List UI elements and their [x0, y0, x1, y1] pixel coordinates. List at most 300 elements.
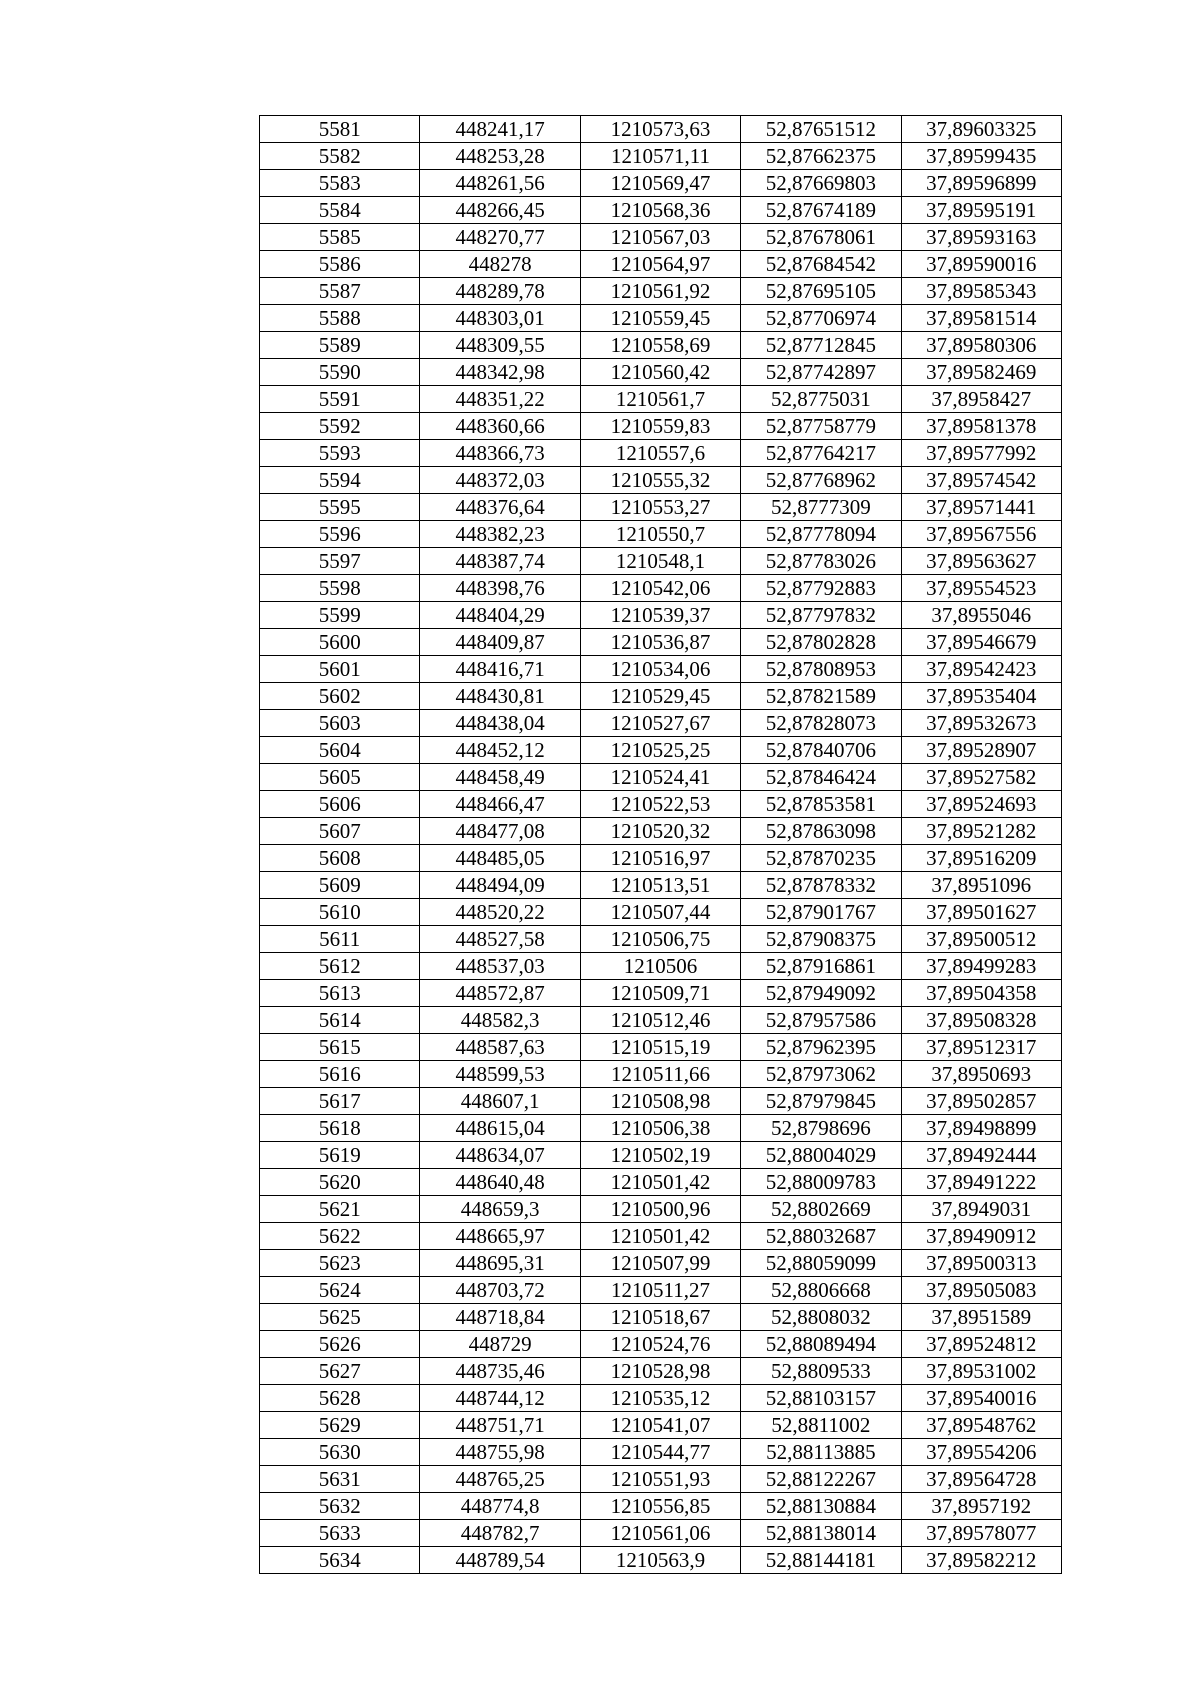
x-coordinate-cell: 448409,87	[420, 629, 580, 656]
point-number-cell: 5590	[260, 359, 420, 386]
x-coordinate-cell: 448774,8	[420, 1493, 580, 1520]
point-number-cell: 5604	[260, 737, 420, 764]
latitude-cell: 52,87802828	[741, 629, 901, 656]
longitude-cell: 37,89563627	[901, 548, 1061, 575]
latitude-cell: 52,87764217	[741, 440, 901, 467]
y-coordinate-cell: 1210557,6	[580, 440, 740, 467]
latitude-cell: 52,87712845	[741, 332, 901, 359]
table-row	[260, 899, 1062, 926]
y-coordinate-cell: 1210561,7	[580, 386, 740, 413]
table-row	[260, 1088, 1062, 1115]
x-coordinate-cell: 448582,3	[420, 1007, 580, 1034]
table-row	[260, 953, 1062, 980]
x-coordinate-cell: 448466,47	[420, 791, 580, 818]
x-coordinate-cell: 448309,55	[420, 332, 580, 359]
table-row	[260, 224, 1062, 251]
longitude-cell: 37,89504358	[901, 980, 1061, 1007]
point-number-cell: 5627	[260, 1358, 420, 1385]
x-coordinate-cell: 448755,98	[420, 1439, 580, 1466]
longitude-cell: 37,89492444	[901, 1142, 1061, 1169]
longitude-cell: 37,89564728	[901, 1466, 1061, 1493]
y-coordinate-cell: 1210550,7	[580, 521, 740, 548]
longitude-cell: 37,89516209	[901, 845, 1061, 872]
point-number-cell: 5616	[260, 1061, 420, 1088]
y-coordinate-cell: 1210573,63	[580, 116, 740, 143]
latitude-cell: 52,87979845	[741, 1088, 901, 1115]
longitude-cell: 37,89571441	[901, 494, 1061, 521]
y-coordinate-cell: 1210560,42	[580, 359, 740, 386]
y-coordinate-cell: 1210558,69	[580, 332, 740, 359]
longitude-cell: 37,89501627	[901, 899, 1061, 926]
latitude-cell: 52,87651512	[741, 116, 901, 143]
latitude-cell: 52,88004029	[741, 1142, 901, 1169]
longitude-cell: 37,89581514	[901, 305, 1061, 332]
point-number-cell: 5601	[260, 656, 420, 683]
y-coordinate-cell: 1210501,42	[580, 1223, 740, 1250]
x-coordinate-cell: 448477,08	[420, 818, 580, 845]
point-number-cell: 5603	[260, 710, 420, 737]
x-coordinate-cell: 448527,58	[420, 926, 580, 953]
longitude-cell: 37,89540016	[901, 1385, 1061, 1412]
y-coordinate-cell: 1210544,77	[580, 1439, 740, 1466]
latitude-cell: 52,87853581	[741, 791, 901, 818]
point-number-cell: 5591	[260, 386, 420, 413]
y-coordinate-cell: 1210567,03	[580, 224, 740, 251]
point-number-cell: 5606	[260, 791, 420, 818]
table-row	[260, 1520, 1062, 1547]
x-coordinate-cell: 448270,77	[420, 224, 580, 251]
y-coordinate-cell: 1210559,83	[580, 413, 740, 440]
longitude-cell: 37,89574542	[901, 467, 1061, 494]
x-coordinate-cell: 448351,22	[420, 386, 580, 413]
table-row	[260, 1007, 1062, 1034]
x-coordinate-cell: 448765,25	[420, 1466, 580, 1493]
coordinates-table	[259, 115, 1062, 1574]
y-coordinate-cell: 1210542,06	[580, 575, 740, 602]
table-row	[260, 1466, 1062, 1493]
longitude-cell: 37,89500313	[901, 1250, 1061, 1277]
point-number-cell: 5622	[260, 1223, 420, 1250]
latitude-cell: 52,87808953	[741, 656, 901, 683]
point-number-cell: 5618	[260, 1115, 420, 1142]
longitude-cell: 37,89521282	[901, 818, 1061, 845]
point-number-cell: 5632	[260, 1493, 420, 1520]
latitude-cell: 52,88059099	[741, 1250, 901, 1277]
x-coordinate-cell: 448587,63	[420, 1034, 580, 1061]
point-number-cell: 5586	[260, 251, 420, 278]
table-row	[260, 737, 1062, 764]
y-coordinate-cell: 1210506,75	[580, 926, 740, 953]
longitude-cell: 37,89554523	[901, 575, 1061, 602]
table-body	[260, 116, 1062, 1574]
table-row	[260, 1142, 1062, 1169]
x-coordinate-cell: 448659,3	[420, 1196, 580, 1223]
point-number-cell: 5611	[260, 926, 420, 953]
table-row	[260, 1547, 1062, 1574]
x-coordinate-cell: 448303,01	[420, 305, 580, 332]
y-coordinate-cell: 1210508,98	[580, 1088, 740, 1115]
table-row	[260, 278, 1062, 305]
y-coordinate-cell: 1210501,42	[580, 1169, 740, 1196]
point-number-cell: 5615	[260, 1034, 420, 1061]
latitude-cell: 52,87778094	[741, 521, 901, 548]
latitude-cell: 52,87742897	[741, 359, 901, 386]
latitude-cell: 52,87792883	[741, 575, 901, 602]
x-coordinate-cell: 448782,7	[420, 1520, 580, 1547]
point-number-cell: 5598	[260, 575, 420, 602]
latitude-cell: 52,88130884	[741, 1493, 901, 1520]
table-row	[260, 656, 1062, 683]
x-coordinate-cell: 448253,28	[420, 143, 580, 170]
x-coordinate-cell: 448404,29	[420, 602, 580, 629]
x-coordinate-cell: 448360,66	[420, 413, 580, 440]
x-coordinate-cell: 448452,12	[420, 737, 580, 764]
point-number-cell: 5599	[260, 602, 420, 629]
x-coordinate-cell: 448382,23	[420, 521, 580, 548]
longitude-cell: 37,8958427	[901, 386, 1061, 413]
latitude-cell: 52,87783026	[741, 548, 901, 575]
y-coordinate-cell: 1210524,41	[580, 764, 740, 791]
table-row	[260, 521, 1062, 548]
y-coordinate-cell: 1210539,37	[580, 602, 740, 629]
latitude-cell: 52,87828073	[741, 710, 901, 737]
table-row	[260, 710, 1062, 737]
x-coordinate-cell: 448735,46	[420, 1358, 580, 1385]
latitude-cell: 52,87678061	[741, 224, 901, 251]
point-number-cell: 5624	[260, 1277, 420, 1304]
y-coordinate-cell: 1210555,32	[580, 467, 740, 494]
y-coordinate-cell: 1210525,25	[580, 737, 740, 764]
latitude-cell: 52,87684542	[741, 251, 901, 278]
x-coordinate-cell: 448387,74	[420, 548, 580, 575]
table-row	[260, 143, 1062, 170]
latitude-cell: 52,87863098	[741, 818, 901, 845]
longitude-cell: 37,89595191	[901, 197, 1061, 224]
table-row	[260, 197, 1062, 224]
latitude-cell: 52,87674189	[741, 197, 901, 224]
longitude-cell: 37,89585343	[901, 278, 1061, 305]
point-number-cell: 5631	[260, 1466, 420, 1493]
latitude-cell: 52,8811002	[741, 1412, 901, 1439]
y-coordinate-cell: 1210556,85	[580, 1493, 740, 1520]
x-coordinate-cell: 448634,07	[420, 1142, 580, 1169]
longitude-cell: 37,89524812	[901, 1331, 1061, 1358]
y-coordinate-cell: 1210561,06	[580, 1520, 740, 1547]
longitude-cell: 37,89499283	[901, 953, 1061, 980]
latitude-cell: 52,88144181	[741, 1547, 901, 1574]
x-coordinate-cell: 448695,31	[420, 1250, 580, 1277]
latitude-cell: 52,87846424	[741, 764, 901, 791]
point-number-cell: 5634	[260, 1547, 420, 1574]
y-coordinate-cell: 1210527,67	[580, 710, 740, 737]
longitude-cell: 37,89603325	[901, 116, 1061, 143]
latitude-cell: 52,87840706	[741, 737, 901, 764]
table-row	[260, 602, 1062, 629]
x-coordinate-cell: 448751,71	[420, 1412, 580, 1439]
longitude-cell: 37,89596899	[901, 170, 1061, 197]
latitude-cell: 52,87962395	[741, 1034, 901, 1061]
table-row	[260, 926, 1062, 953]
table-row	[260, 386, 1062, 413]
point-number-cell: 5609	[260, 872, 420, 899]
longitude-cell: 37,8950693	[901, 1061, 1061, 1088]
x-coordinate-cell: 448572,87	[420, 980, 580, 1007]
table-row	[260, 1412, 1062, 1439]
x-coordinate-cell: 448537,03	[420, 953, 580, 980]
latitude-cell: 52,87662375	[741, 143, 901, 170]
table-row	[260, 1493, 1062, 1520]
point-number-cell: 5626	[260, 1331, 420, 1358]
y-coordinate-cell: 1210502,19	[580, 1142, 740, 1169]
y-coordinate-cell: 1210548,1	[580, 548, 740, 575]
x-coordinate-cell: 448289,78	[420, 278, 580, 305]
table-row	[260, 359, 1062, 386]
longitude-cell: 37,89528907	[901, 737, 1061, 764]
point-number-cell: 5620	[260, 1169, 420, 1196]
x-coordinate-cell: 448278	[420, 251, 580, 278]
longitude-cell: 37,89542423	[901, 656, 1061, 683]
table-row	[260, 1331, 1062, 1358]
point-number-cell: 5613	[260, 980, 420, 1007]
point-number-cell: 5595	[260, 494, 420, 521]
point-number-cell: 5623	[260, 1250, 420, 1277]
y-coordinate-cell: 1210520,32	[580, 818, 740, 845]
latitude-cell: 52,8806668	[741, 1277, 901, 1304]
y-coordinate-cell: 1210563,9	[580, 1547, 740, 1574]
latitude-cell: 52,87870235	[741, 845, 901, 872]
longitude-cell: 37,89505083	[901, 1277, 1061, 1304]
table-row	[260, 683, 1062, 710]
point-number-cell: 5584	[260, 197, 420, 224]
y-coordinate-cell: 1210551,93	[580, 1466, 740, 1493]
latitude-cell: 52,87821589	[741, 683, 901, 710]
y-coordinate-cell: 1210500,96	[580, 1196, 740, 1223]
table-row	[260, 305, 1062, 332]
latitude-cell: 52,87768962	[741, 467, 901, 494]
y-coordinate-cell: 1210535,12	[580, 1385, 740, 1412]
y-coordinate-cell: 1210528,98	[580, 1358, 740, 1385]
x-coordinate-cell: 448366,73	[420, 440, 580, 467]
y-coordinate-cell: 1210522,53	[580, 791, 740, 818]
longitude-cell: 37,89500512	[901, 926, 1061, 953]
latitude-cell: 52,87908375	[741, 926, 901, 953]
table-row	[260, 116, 1062, 143]
y-coordinate-cell: 1210568,36	[580, 197, 740, 224]
longitude-cell: 37,89581378	[901, 413, 1061, 440]
longitude-cell: 37,89502857	[901, 1088, 1061, 1115]
latitude-cell: 52,87706974	[741, 305, 901, 332]
table-row	[260, 1277, 1062, 1304]
longitude-cell: 37,89532673	[901, 710, 1061, 737]
point-number-cell: 5592	[260, 413, 420, 440]
y-coordinate-cell: 1210536,87	[580, 629, 740, 656]
x-coordinate-cell: 448342,98	[420, 359, 580, 386]
latitude-cell: 52,88089494	[741, 1331, 901, 1358]
longitude-cell: 37,89548762	[901, 1412, 1061, 1439]
point-number-cell: 5628	[260, 1385, 420, 1412]
table-row	[260, 1250, 1062, 1277]
y-coordinate-cell: 1210541,07	[580, 1412, 740, 1439]
table-row	[260, 1304, 1062, 1331]
latitude-cell: 52,87758779	[741, 413, 901, 440]
x-coordinate-cell: 448485,05	[420, 845, 580, 872]
table-row	[260, 440, 1062, 467]
point-number-cell: 5596	[260, 521, 420, 548]
point-number-cell: 5589	[260, 332, 420, 359]
point-number-cell: 5602	[260, 683, 420, 710]
longitude-cell: 37,89546679	[901, 629, 1061, 656]
point-number-cell: 5619	[260, 1142, 420, 1169]
y-coordinate-cell: 1210506	[580, 953, 740, 980]
longitude-cell: 37,89491222	[901, 1169, 1061, 1196]
table-row	[260, 845, 1062, 872]
longitude-cell: 37,89582212	[901, 1547, 1061, 1574]
table-row	[260, 764, 1062, 791]
latitude-cell: 52,87695105	[741, 278, 901, 305]
table-row	[260, 1223, 1062, 1250]
table-row	[260, 1115, 1062, 1142]
longitude-cell: 37,89531002	[901, 1358, 1061, 1385]
longitude-cell: 37,8955046	[901, 602, 1061, 629]
y-coordinate-cell: 1210516,97	[580, 845, 740, 872]
x-coordinate-cell: 448615,04	[420, 1115, 580, 1142]
x-coordinate-cell: 448416,71	[420, 656, 580, 683]
longitude-cell: 37,89590016	[901, 251, 1061, 278]
table-row	[260, 1385, 1062, 1412]
point-number-cell: 5581	[260, 116, 420, 143]
latitude-cell: 52,87901767	[741, 899, 901, 926]
latitude-cell: 52,88122267	[741, 1466, 901, 1493]
latitude-cell: 52,87797832	[741, 602, 901, 629]
point-number-cell: 5593	[260, 440, 420, 467]
latitude-cell: 52,87878332	[741, 872, 901, 899]
point-number-cell: 5630	[260, 1439, 420, 1466]
table-row	[260, 251, 1062, 278]
point-number-cell: 5585	[260, 224, 420, 251]
x-coordinate-cell: 448261,56	[420, 170, 580, 197]
latitude-cell: 52,8802669	[741, 1196, 901, 1223]
y-coordinate-cell: 1210518,67	[580, 1304, 740, 1331]
y-coordinate-cell: 1210571,11	[580, 143, 740, 170]
point-number-cell: 5600	[260, 629, 420, 656]
latitude-cell: 52,8809533	[741, 1358, 901, 1385]
latitude-cell: 52,88103157	[741, 1385, 901, 1412]
y-coordinate-cell: 1210561,92	[580, 278, 740, 305]
y-coordinate-cell: 1210529,45	[580, 683, 740, 710]
longitude-cell: 37,8957192	[901, 1493, 1061, 1520]
table-row	[260, 467, 1062, 494]
longitude-cell: 37,89512317	[901, 1034, 1061, 1061]
x-coordinate-cell: 448266,45	[420, 197, 580, 224]
longitude-cell: 37,89524693	[901, 791, 1061, 818]
table-row	[260, 548, 1062, 575]
x-coordinate-cell: 448376,64	[420, 494, 580, 521]
latitude-cell: 52,8777309	[741, 494, 901, 521]
point-number-cell: 5587	[260, 278, 420, 305]
table-row	[260, 332, 1062, 359]
latitude-cell: 52,87957586	[741, 1007, 901, 1034]
longitude-cell: 37,89599435	[901, 143, 1061, 170]
longitude-cell: 37,89554206	[901, 1439, 1061, 1466]
longitude-cell: 37,89535404	[901, 683, 1061, 710]
longitude-cell: 37,89582469	[901, 359, 1061, 386]
y-coordinate-cell: 1210564,97	[580, 251, 740, 278]
longitude-cell: 37,89508328	[901, 1007, 1061, 1034]
point-number-cell: 5633	[260, 1520, 420, 1547]
table-row	[260, 575, 1062, 602]
x-coordinate-cell: 448458,49	[420, 764, 580, 791]
point-number-cell: 5597	[260, 548, 420, 575]
latitude-cell: 52,87973062	[741, 1061, 901, 1088]
x-coordinate-cell: 448398,76	[420, 575, 580, 602]
y-coordinate-cell: 1210511,66	[580, 1061, 740, 1088]
table-row	[260, 791, 1062, 818]
x-coordinate-cell: 448718,84	[420, 1304, 580, 1331]
y-coordinate-cell: 1210512,46	[580, 1007, 740, 1034]
longitude-cell: 37,89580306	[901, 332, 1061, 359]
table-row	[260, 494, 1062, 521]
y-coordinate-cell: 1210534,06	[580, 656, 740, 683]
longitude-cell: 37,89567556	[901, 521, 1061, 548]
point-number-cell: 5621	[260, 1196, 420, 1223]
longitude-cell: 37,8951096	[901, 872, 1061, 899]
longitude-cell: 37,89490912	[901, 1223, 1061, 1250]
y-coordinate-cell: 1210553,27	[580, 494, 740, 521]
latitude-cell: 52,8775031	[741, 386, 901, 413]
point-number-cell: 5594	[260, 467, 420, 494]
x-coordinate-cell: 448520,22	[420, 899, 580, 926]
table-row	[260, 629, 1062, 656]
x-coordinate-cell: 448599,53	[420, 1061, 580, 1088]
latitude-cell: 52,88113885	[741, 1439, 901, 1466]
x-coordinate-cell: 448372,03	[420, 467, 580, 494]
table-row	[260, 818, 1062, 845]
table-row	[260, 1034, 1062, 1061]
latitude-cell: 52,87949092	[741, 980, 901, 1007]
y-coordinate-cell: 1210506,38	[580, 1115, 740, 1142]
y-coordinate-cell: 1210524,76	[580, 1331, 740, 1358]
point-number-cell: 5583	[260, 170, 420, 197]
table-row	[260, 872, 1062, 899]
table-row	[260, 1439, 1062, 1466]
longitude-cell: 37,89578077	[901, 1520, 1061, 1547]
point-number-cell: 5617	[260, 1088, 420, 1115]
x-coordinate-cell: 448703,72	[420, 1277, 580, 1304]
point-number-cell: 5582	[260, 143, 420, 170]
x-coordinate-cell: 448430,81	[420, 683, 580, 710]
x-coordinate-cell: 448789,54	[420, 1547, 580, 1574]
x-coordinate-cell: 448744,12	[420, 1385, 580, 1412]
table-row	[260, 1358, 1062, 1385]
point-number-cell: 5607	[260, 818, 420, 845]
longitude-cell: 37,8949031	[901, 1196, 1061, 1223]
x-coordinate-cell: 448607,1	[420, 1088, 580, 1115]
longitude-cell: 37,89577992	[901, 440, 1061, 467]
y-coordinate-cell: 1210507,44	[580, 899, 740, 926]
x-coordinate-cell: 448729	[420, 1331, 580, 1358]
latitude-cell: 52,88009783	[741, 1169, 901, 1196]
table-row	[260, 1061, 1062, 1088]
latitude-cell: 52,87916861	[741, 953, 901, 980]
y-coordinate-cell: 1210569,47	[580, 170, 740, 197]
y-coordinate-cell: 1210559,45	[580, 305, 740, 332]
longitude-cell: 37,89593163	[901, 224, 1061, 251]
longitude-cell: 37,8951589	[901, 1304, 1061, 1331]
y-coordinate-cell: 1210509,71	[580, 980, 740, 1007]
y-coordinate-cell: 1210511,27	[580, 1277, 740, 1304]
y-coordinate-cell: 1210515,19	[580, 1034, 740, 1061]
x-coordinate-cell: 448665,97	[420, 1223, 580, 1250]
